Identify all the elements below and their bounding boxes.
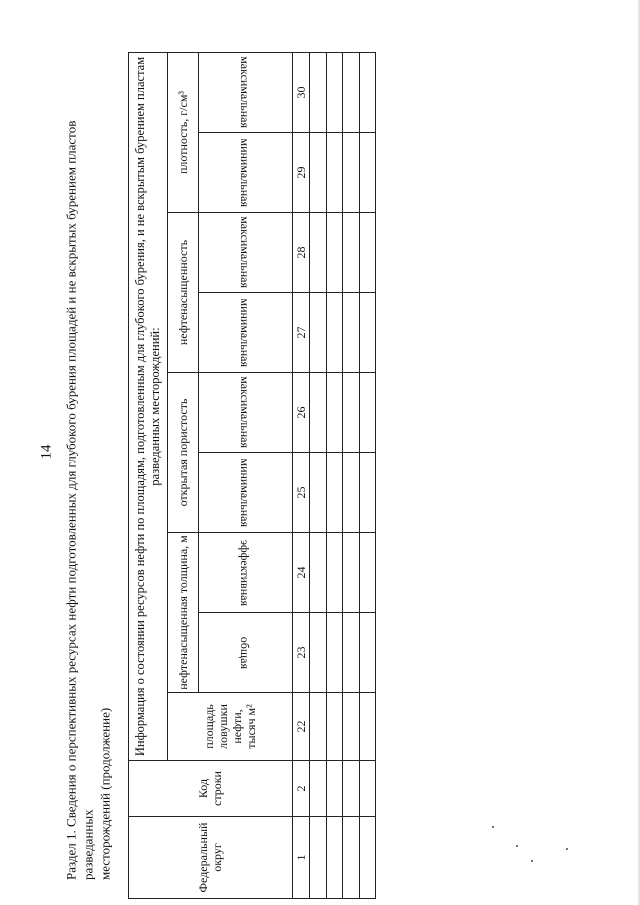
resources-table xyxy=(128,52,376,899)
col-num-24: 24 xyxy=(292,533,309,613)
table-cell xyxy=(310,533,326,613)
col-num-30: 30 xyxy=(292,52,309,132)
header-porosity-max-text: максимальная xyxy=(238,376,253,449)
col-num-29: 29 xyxy=(292,133,309,213)
scan-speck xyxy=(531,860,533,862)
table-cell xyxy=(343,761,359,817)
table-cell xyxy=(359,293,375,373)
col-num-22: 22 xyxy=(292,693,309,761)
resources-table-wrapper xyxy=(128,53,376,899)
header-trap-area: площадь ловушки нефти, тысяч м² xyxy=(167,693,292,761)
table-cell xyxy=(310,613,326,693)
section-title-line1: Раздел 1. Сведения о перспективных ресурсах нефти подготовленных для глубокого бурения площадей и не вскрытых бурением пластов разведанных xyxy=(63,120,96,880)
table-cell xyxy=(343,817,359,899)
col-num-23: 23 xyxy=(292,613,309,693)
col-num-2: 2 xyxy=(292,761,309,817)
table-cell xyxy=(310,133,326,213)
table-cell xyxy=(343,293,359,373)
table-row xyxy=(359,52,375,898)
table-cell xyxy=(359,533,375,613)
header-density-min-text: минимальная xyxy=(238,138,253,207)
header-thickness-effective-text: эффективная xyxy=(238,539,253,606)
scan-speck xyxy=(516,845,518,847)
table-cell xyxy=(310,373,326,453)
table-row xyxy=(310,52,326,898)
header-saturation-min xyxy=(198,293,292,373)
table-cell xyxy=(343,52,359,132)
header-saturation-min-text: минимальная xyxy=(238,298,253,367)
header-federal-district: Федеральный округ xyxy=(129,817,293,899)
header-thickness-total-text: общая xyxy=(238,636,253,669)
table-cell xyxy=(359,213,375,293)
table-cell xyxy=(343,613,359,693)
table-cell xyxy=(359,373,375,453)
header-saturation: нефтенасыщенность xyxy=(167,213,198,373)
header-info-group: Информация о состоянии ресурсов нефти по площадям, подготовленным для глубокого бурения, и не вскрытым бурением пластам разведанных месторождений: xyxy=(129,52,168,760)
table-cell xyxy=(326,761,342,817)
header-porosity-max xyxy=(198,373,292,453)
header-thickness-total xyxy=(198,613,292,693)
column-number-row xyxy=(292,52,309,898)
header-thickness-effective xyxy=(198,533,292,613)
table-cell xyxy=(310,817,326,899)
table-cell xyxy=(326,52,342,132)
col-num-25: 25 xyxy=(292,453,309,533)
table-cell xyxy=(326,817,342,899)
table-cell xyxy=(359,133,375,213)
header-porosity-min-text: минимальная xyxy=(238,458,253,527)
header-density: плотность, г/см³ xyxy=(167,52,198,212)
table-cell xyxy=(359,693,375,761)
col-num-28: 28 xyxy=(292,213,309,293)
section-title-line2: месторождений (продолжение) xyxy=(97,707,113,880)
table-cell xyxy=(310,693,326,761)
table-cell xyxy=(326,133,342,213)
page-number: 14 xyxy=(38,444,55,460)
table-cell xyxy=(326,213,342,293)
scan-speck xyxy=(566,848,568,850)
header-density-max-text: максимальная xyxy=(238,56,253,129)
col-num-26: 26 xyxy=(292,373,309,453)
table-cell xyxy=(326,293,342,373)
col-num-27: 27 xyxy=(292,293,309,373)
table-cell xyxy=(310,453,326,533)
table-cell xyxy=(310,52,326,132)
table-row xyxy=(343,52,359,898)
section-title xyxy=(63,80,114,880)
table-cell xyxy=(343,213,359,293)
header-saturation-max-text: максимальная xyxy=(238,216,253,289)
table-cell xyxy=(359,613,375,693)
table-cell xyxy=(326,533,342,613)
table-cell xyxy=(310,293,326,373)
header-row-code: Код строки xyxy=(129,761,293,817)
table-cell xyxy=(343,133,359,213)
header-porosity-min xyxy=(198,453,292,533)
scan-speck xyxy=(492,826,494,828)
table-cell xyxy=(343,693,359,761)
col-num-1: 1 xyxy=(292,817,309,899)
table-cell xyxy=(359,817,375,899)
table-cell xyxy=(326,373,342,453)
header-saturation-max xyxy=(198,213,292,293)
table-cell xyxy=(359,453,375,533)
table-row xyxy=(326,52,342,898)
header-thickness: нефтенасыщенная толщина, м xyxy=(167,533,198,693)
table-cell xyxy=(326,613,342,693)
header-density-max xyxy=(198,52,292,132)
header-density-min xyxy=(198,133,292,213)
table-cell xyxy=(343,453,359,533)
table-cell xyxy=(310,213,326,293)
table-cell xyxy=(343,373,359,453)
table-cell xyxy=(343,533,359,613)
table-cell xyxy=(326,693,342,761)
table-cell xyxy=(310,761,326,817)
table-cell xyxy=(326,453,342,533)
table-cell xyxy=(359,52,375,132)
header-porosity: открытая пористость xyxy=(167,373,198,533)
table-cell xyxy=(359,761,375,817)
